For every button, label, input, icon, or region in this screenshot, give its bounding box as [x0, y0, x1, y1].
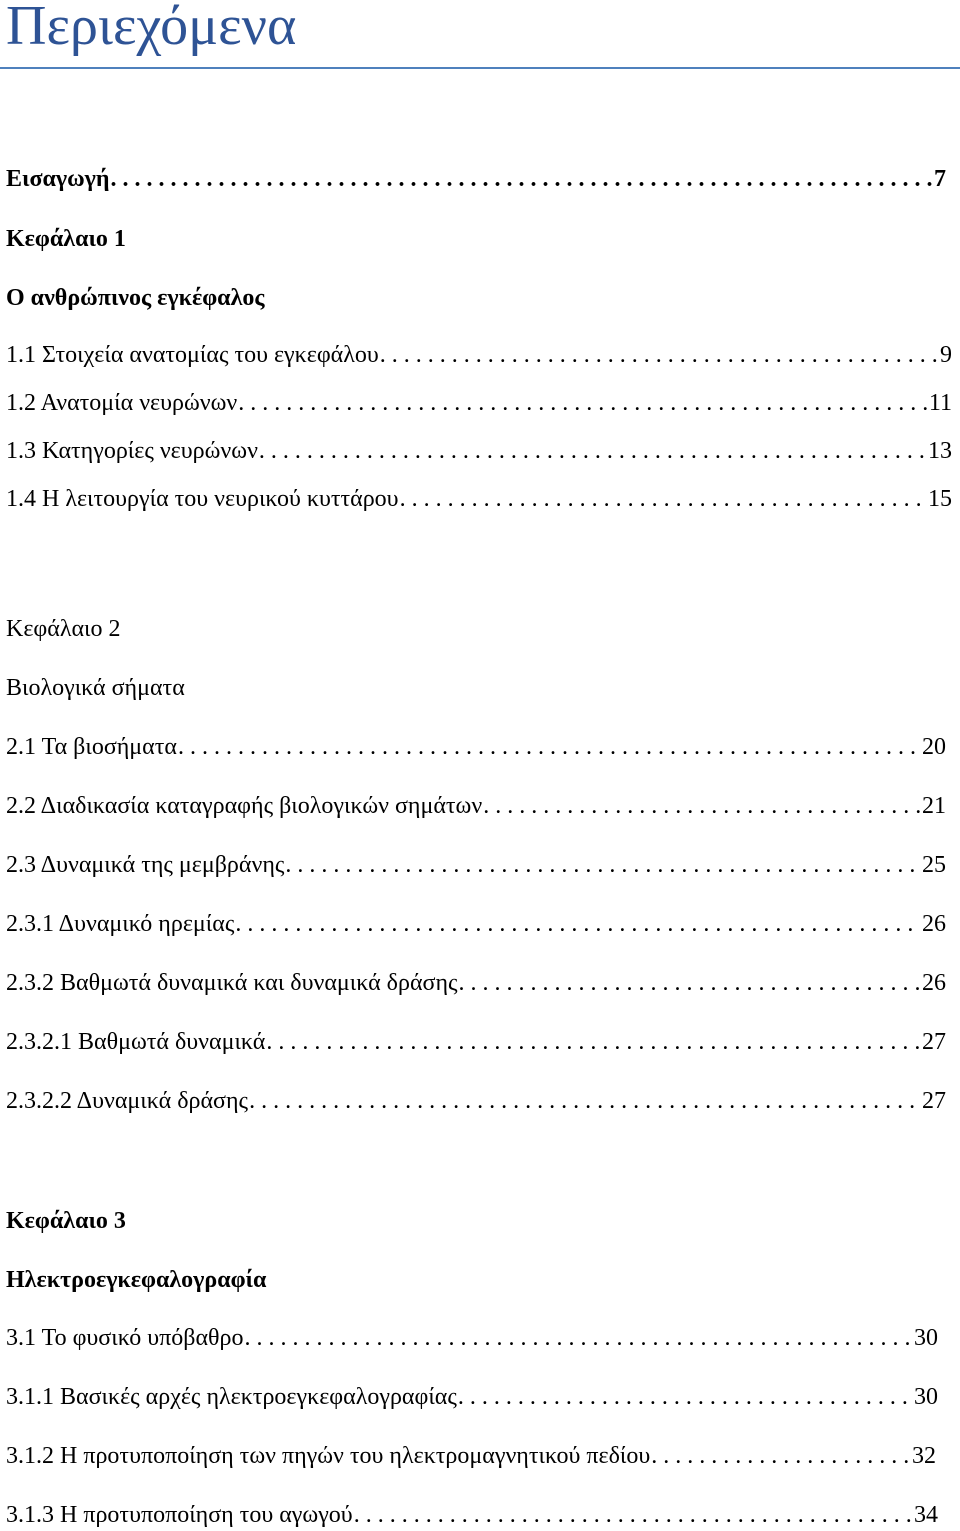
toc-label: 1.2 Ανατομία νευρώνων: [6, 390, 238, 416]
toc-leader: [245, 1323, 913, 1353]
toc-leader: [651, 1441, 911, 1471]
toc-entry-2-3-2[interactable]: [6, 968, 946, 998]
toc-leader: [235, 909, 921, 939]
toc-page: 7: [934, 166, 946, 192]
toc-entry-1-3[interactable]: [6, 436, 952, 466]
toc-leader: [111, 164, 933, 194]
toc-label: 3.1.1 Βασικές αρχές ηλεκτροεγκεφαλογραφίας: [6, 1384, 457, 1410]
chapter-2-number: Κεφάλαιο 2: [6, 616, 121, 642]
toc-page: 27: [922, 1088, 946, 1114]
toc-entry-2-3[interactable]: [6, 850, 946, 880]
chapter-1-title: Ο ανθρώπινος εγκέφαλος: [6, 285, 265, 311]
toc-entry-3-1-1[interactable]: [6, 1382, 938, 1412]
toc-page: 34: [914, 1502, 938, 1528]
toc-entry-3-1-2[interactable]: [6, 1441, 936, 1471]
toc-entry-3-1[interactable]: [6, 1323, 938, 1353]
toc-page: 26: [922, 970, 946, 996]
toc-page: 30: [914, 1325, 938, 1351]
toc-page: 11: [928, 390, 952, 416]
toc-page: 15: [928, 486, 952, 512]
toc-label: 1.1 Στοιχεία ανατομίας του εγκεφάλου: [6, 342, 379, 368]
toc-page: 25: [922, 852, 946, 878]
toc-label: 2.3.2.1 Βαθμωτά δυναμικά: [6, 1029, 266, 1055]
chapter-3-title: Ηλεκτροεγκεφαλογραφία: [6, 1267, 267, 1293]
page-title: Περιεχόμενα: [6, 0, 297, 57]
toc-entry-intro[interactable]: [6, 164, 946, 194]
toc-leader: [266, 1027, 921, 1057]
toc-leader: [249, 1086, 921, 1116]
toc-label: 1.3 Κατηγορίες νευρώνων: [6, 438, 258, 464]
toc-leader: [354, 1500, 913, 1530]
toc-page: 21: [922, 793, 946, 819]
toc-label: 1.4 Η λειτουργία του νευρικού κυττάρου: [6, 486, 399, 512]
toc-entry-2-3-2-1[interactable]: [6, 1027, 946, 1057]
toc-entry-1-1[interactable]: [6, 340, 952, 370]
toc-page: 20: [922, 734, 946, 760]
toc-page: 13: [928, 438, 952, 464]
toc-leader: [285, 850, 921, 880]
toc-label: 3.1.3 Η προτυποποίηση του αγωγού: [6, 1502, 353, 1528]
toc-label: 2.3.2.2 Δυναμικά δράσης: [6, 1088, 249, 1114]
toc-page: 27: [922, 1029, 946, 1055]
toc-page: 30: [914, 1384, 938, 1410]
chapter-3-number: Κεφάλαιο 3: [6, 1208, 126, 1234]
toc-entry-1-4[interactable]: [6, 484, 952, 514]
toc-label: 3.1.2 Η προτυποποίηση των πηγών του ηλεκτρομαγνητικού πεδίου: [6, 1443, 651, 1469]
toc-leader: [238, 388, 928, 418]
toc-label: 2.3 Δυναμικά της μεμβράνης: [6, 852, 285, 878]
chapter-1-number: Κεφάλαιο 1: [6, 226, 126, 252]
toc-entry-3-1-3[interactable]: [6, 1500, 938, 1530]
toc-leader: [259, 436, 927, 466]
toc-page: 32: [912, 1443, 936, 1469]
title-underline: [0, 67, 960, 69]
toc-leader: [178, 732, 921, 762]
toc-page: 26: [922, 911, 946, 937]
toc-label: Εισαγωγή: [6, 166, 110, 192]
toc-label: 2.2 Διαδικασία καταγραφής βιολογικών σημάτων: [6, 793, 483, 819]
toc-entry-2-1[interactable]: [6, 732, 946, 762]
toc-entry-2-3-2-2[interactable]: [6, 1086, 946, 1116]
toc-entry-2-3-1[interactable]: [6, 909, 946, 939]
toc-leader: [483, 791, 921, 821]
toc-label: 2.1 Τα βιοσήματα: [6, 734, 177, 760]
toc-page: 9: [940, 342, 952, 368]
toc-label: 2.3.1 Δυναμικό ηρεμίας: [6, 911, 235, 937]
toc-label: 2.3.2 Βαθμωτά δυναμικά και δυναμικά δράσης: [6, 970, 458, 996]
toc-label: 3.1 Το φυσικό υπόβαθρο: [6, 1325, 244, 1351]
toc-leader: [458, 1382, 913, 1412]
chapter-2-title: Βιολογικά σήματα: [6, 675, 185, 701]
toc-entry-2-2[interactable]: [6, 791, 946, 821]
toc-leader: [459, 968, 921, 998]
toc-leader: [380, 340, 939, 370]
toc-leader: [400, 484, 927, 514]
toc-entry-1-2[interactable]: [6, 388, 952, 418]
